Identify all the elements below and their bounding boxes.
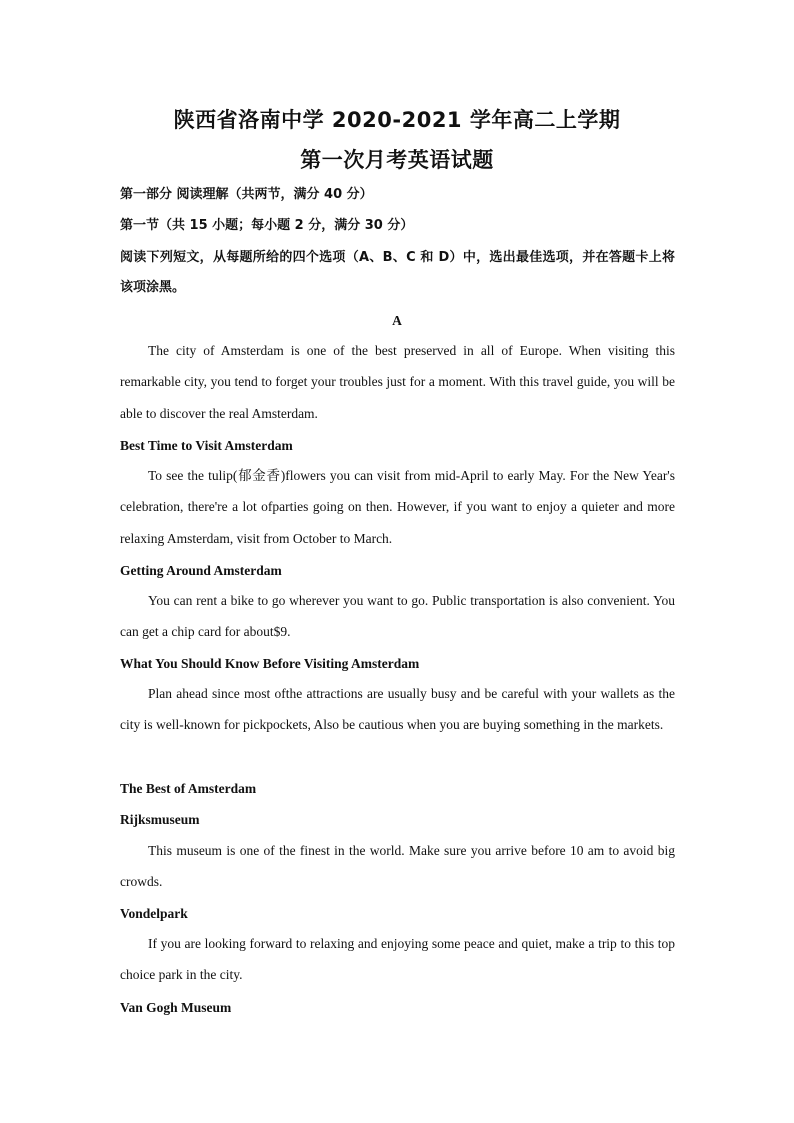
passage-label: A bbox=[392, 313, 402, 328]
attraction-heading-vondelpark: Vondelpark bbox=[120, 906, 188, 921]
section-heading-getting-around: Getting Around Amsterdam bbox=[120, 563, 282, 578]
attraction-heading-van-gogh: Van Gogh Museum bbox=[120, 1000, 232, 1015]
attraction-heading-rijksmuseum: Rijksmuseum bbox=[120, 812, 200, 827]
passage-intro: The city of Amsterdam is one of the best preserved in all of Europe. When visiting this remarkable city, you tend to forget your troubles just for a moment. With this travel guide, you will be able to discover the real Amsterdam. bbox=[120, 343, 675, 421]
subsection-heading: 第一节（共 15 小题；每小题 2 分，满分 30 分） bbox=[120, 218, 414, 233]
section-text-what-to-know: Plan ahead since most ofthe attractions are usually busy and be careful with your wallets as the city is well-known for pickpockets, Also be cautious when you are buying something in the markets. bbox=[120, 686, 675, 733]
section-text-best-time: To see the tulip(郁金香)flowers you can visit from mid-April to early May. For the New Year's celebration, there're a lot ofparties going on then. However, if you want to enjoy a quieter and more relaxing Amsterdam, visit from October to March. bbox=[120, 468, 675, 546]
part-heading: 第一部分 阅读理解（共两节，满分 40 分） bbox=[120, 187, 373, 202]
document-subtitle: 第一次月考英语试题 bbox=[300, 148, 494, 172]
section-heading-best-time: Best Time to Visit Amsterdam bbox=[120, 438, 293, 453]
section-text-getting-around: You can rent a bike to go wherever you want to go. Public transportation is also convenient. You can get a chip card for about$9. bbox=[120, 593, 675, 640]
attraction-text-vondelpark: If you are looking forward to relaxing and enjoying some peace and quiet, make a trip to this top choice park in the city. bbox=[120, 936, 675, 983]
document-title: 陕西省洛南中学 2020-2021 学年高二上学期 bbox=[173, 108, 621, 132]
best-of-heading: The Best of Amsterdam bbox=[120, 781, 257, 796]
section-heading-what-to-know: What You Should Know Before Visiting Amsterdam bbox=[120, 656, 420, 671]
instructions: 阅读下列短文，从每题所给的四个选项（A、B、C 和 D）中，选出最佳选项，并在答题卡上将该项涂黑。 bbox=[120, 250, 675, 295]
attraction-text-rijksmuseum: This museum is one of the finest in the world. Make sure you arrive before 10 am to avoid big crowds. bbox=[120, 843, 675, 890]
